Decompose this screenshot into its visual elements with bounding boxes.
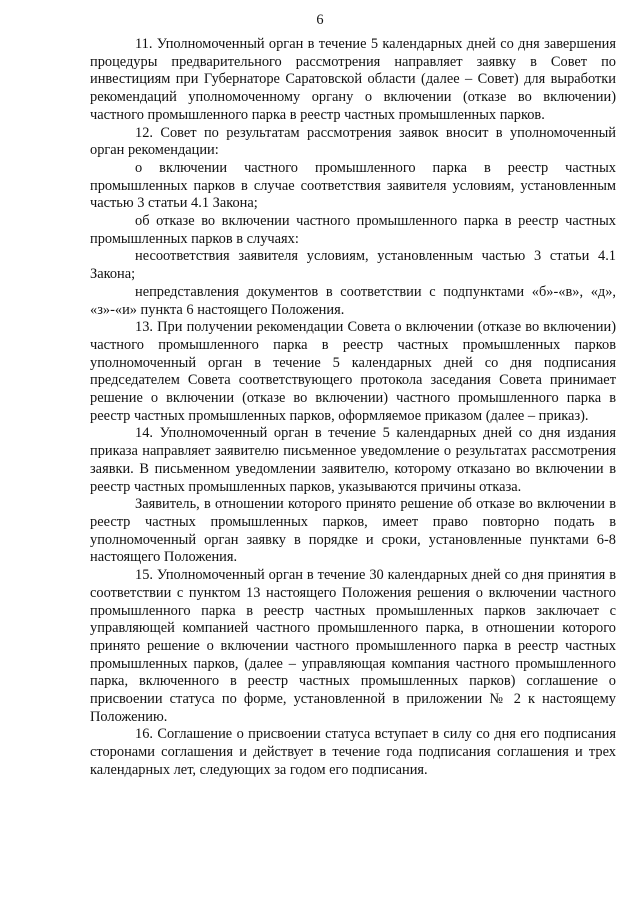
- page-number: 6: [316, 12, 324, 28]
- paragraph-15: 15. Уполномоченный орган в течение 30 календарных дней со дня принятия в соответствии с пунктом 13 настоящего Положения решения о включении частного промышленного парка в реестр частных промышленных парков заключает с управляющей компанией частного промышленного парка, в отношении которого принято решение о включении частного промышленного парка в реестр частных промышленных парков, (далее – управляющая компания частного промышленного парка, включенного в реестр частных промышленных парков) соглашение о присвоении статуса по форме, установленной в приложении № 2 к настоящему Положению.: [90, 567, 616, 725]
- paragraph-12-refusal: об отказе во включении частного промышленного парка в реестр частных промышленных парков в случаях:: [90, 213, 616, 247]
- paragraph-14: 14. Уполномоченный орган в течение 5 календарных дней со дня издания приказа направляет заявителю письменное уведомление о результатах рассмотрения заявки. В письменном уведомлении заявителю, которому отказано во включении в реестр частных промышленных парков, указываются причины отказа.: [90, 425, 616, 495]
- paragraph-13: 13. При получении рекомендации Совета о включении (отказе во включении) частного промышленного парка в реестр частных промышленных парков уполномоченный орган в течение 5 календарных дней со дня подписания председателем Совета соответствующего протокола заседания Совета принимает решение о включении (отказе во включении) частного промышленного парка в реестр частных промышленных парков, оформляемое приказом (далее – приказ).: [90, 319, 616, 424]
- paragraph-12: 12. Совет по результатам рассмотрения заявок вносит в уполномоченный орган рекомендации:: [90, 124, 616, 159]
- paragraph-16: 16. Соглашение о присвоении статуса вступает в силу со дня его подписания сторонами соглашения и действует в течение года подписания соглашения и трех календарных лет, следующих за годом его подписания.: [90, 726, 616, 778]
- paragraph-11: 11. Уполномоченный орган в течение 5 календарных дней со дня завершения процедуры предварительного рассмотрения направляет заявку в Совет по инвестициям при Губернаторе Саратовской области (далее – Совет) для выработки рекомендаций уполномоченному органу о включении (отказе во включении) частного промышленного парка в реестр частных промышленных парков.: [90, 36, 616, 123]
- paragraph-12-refusal-case-2: непредставления документов в соответствии с подпунктами «б»-«в», «д», «з»-«и» пункта 6 настоящего Положения.: [90, 283, 616, 318]
- paragraph-14-reapply: Заявитель, в отношении которого принято решение об отказе во включении в реестр частных промышленных парков, имеет право повторно подать в уполномоченный орган заявку в порядке и сроки, установленные пунктами 6-8 настоящего Положения.: [90, 496, 616, 566]
- document-body: [90, 36, 616, 780]
- paragraph-12-refusal-case-1: несоответствия заявителя условиям, установленным частью 3 статьи 4.1 Закона;: [90, 248, 616, 283]
- paragraph-12-inclusion: о включении частного промышленного парка в реестр частных промышленных парков в случае соответствия заявителя условиям, установленным частью 3 статьи 4.1 Закона;: [90, 159, 616, 212]
